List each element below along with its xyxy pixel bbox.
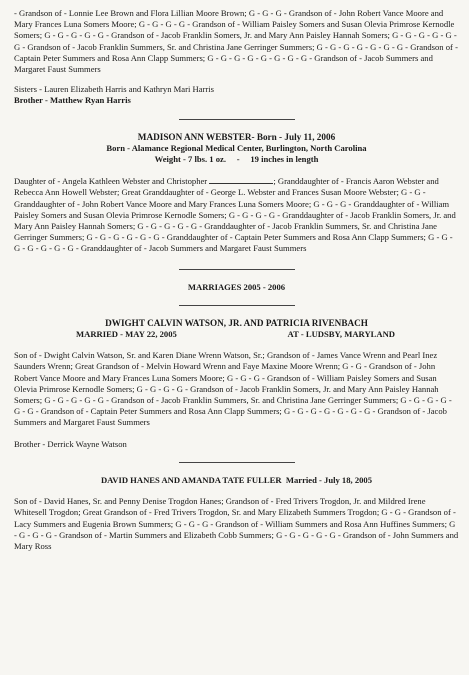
fuller-title: DAVID HANES AND AMANDA TATE FULLER Married - July 18, 2005 [100,474,373,485]
fuller-lineage-paragraph: Son of - David Hanes, Sr. and Penny Denise Trogdon Hanes; Grandson of - Fred Trivers Trogdon, Jr. and Mildred Irene Whitesell Trogdon; Great Grandson of - Fred Trivers Trogdon, Sr. and Mary Elizabeth Summers Trogdon; G - G - Grandson of - Lacy Summers and Eugenia Brown Summers; G - G - G - Grandson of - William Summers and Rosa Ann Huffines Summers; G - G - G - G - Grandson of - Martin Summers and Elizabeth Cobb Summers; G - G - G - G - G - Grandson of - John Summers and Mary Ross [14,496,459,551]
watson-brother-line: Brother - Derrick Wayne Watson [14,438,127,449]
section-divider [179,462,295,463]
madison-para-a: Daughter of - Angela Kathleen Webster and Christopher [14,176,208,187]
watson-married-location: AT - LUDSBY, MARYLAND [287,329,395,340]
watson-lineage-paragraph: Son of - Dwight Calvin Watson, Sr. and Karen Diane Wrenn Watson, Sr.; Grandson of - James Vance Wrenn and Pearl Inez Saunders Wrenn; Great Grandson of - Melvin Howard Wrenn and Faye Maxine Moore Wrenn; G - G - Grandson of - John Robert Vance Moore and Mary Frances Luna Somers Moore; G - G - G - Grandson of - William Paisley Somers and Susan Olevia Primrose Kernodle Somers; G - G - G - G - Grandson of - Jacob Franklin Somers, Jr. and Mary Ann Paisley Hannah Somers; G - G - G - G - G - Grandson of - Jacob Franklin Summers, Sr. and Christina Jane Gerringer Summers; G - G - G - G - G - G - Grandson of - Captain Peter Summers and Rosa Ann Clapp Summers; G - G - G - G - G - G - G - Grandson of - Jacob Summers and Margaret Faust Summers [14,350,452,428]
marriages-heading: MARRIAGES 2005 - 2006 [187,281,286,292]
madison-para-b: ; Granddaughter of - Francis Aaron Webster and Rebecca Ann Howell Webster; Great Granddaughter of - George L. Webster and Frances Susan Moore Webster; G - G - Granddaughter of - John Robert Vance Moore and Mary Frances Luna Somers Moore; G - G - G - Granddaughter of - William Paisley Somers and Susan Olevia Primrose Kernodle Somers; G - G - G - G - Granddaughter of - Jacob Franklin Somers, Jr. and Mary Ann Paisley Hannah Somers; G - G - G - G - G - Granddaughter of - Jacob Franklin Summers, Sr. and Christina Jane Gerringer Summers; G - G - G - G - G - G - Granddaughter of - Captain Peter Summers and Rosa Ann Clapp Summers; G - G - G - G - G - G - G - Granddaughter of - Jacob Summers and Margaret Faust Summers [14,176,456,254]
blank-name-line [209,175,273,184]
watson-married-date: MARRIED - MAY 22, 2005 [76,329,177,340]
sisters-line: Sisters - Lauren Elizabeth Harris and Kathryn Mari Harris [14,84,214,95]
madison-born: Born - Alamance Regional Medical Center, Burlington, North Carolina [106,142,367,153]
brother-line: Brother - Matthew Ryan Harris [14,95,131,106]
madison-lineage-paragraph [14,175,459,254]
section-divider [179,305,295,306]
watson-title: DWIGHT CALVIN WATSON, JR. AND PATRICIA RIVENBACH [105,317,368,328]
section-divider [179,269,295,270]
madison-weight: Weight - 7 lbs. 1 oz. - 19 inches in length [154,154,319,165]
top-lineage-paragraph: - Grandson of - Lonnie Lee Brown and Flora Lillian Moore Brown; G - G - G - Grandson of - John Robert Vance Moore and Mary Frances Luna Somers Moore; G - G - G - G - Grandson of - William Paisley Somers and Susan Olevia Primrose Kernodle Somers; G - G - G - G - G - Grandson of - Jacob Franklin Somers, Jr. and Mary Ann Paisley Hannah Somers; G - G - G - G - G - G - Grandson of - Jacob Franklin Summers, Sr. and Christina Jane Gerringer Summers; G - G - G - G - G - G - G - Grandson of - Captain Peter Summers and Rosa Ann Clapp Summers; G - G - G - G - G - G - G - G - Grandson of - Jacob Summers and Margaret Faust Summers [14,8,458,75]
madison-title: MADISON ANN WEBSTER- Born - July 11, 2006 [137,131,336,142]
section-divider [179,119,295,120]
watson-married-row [14,329,459,340]
